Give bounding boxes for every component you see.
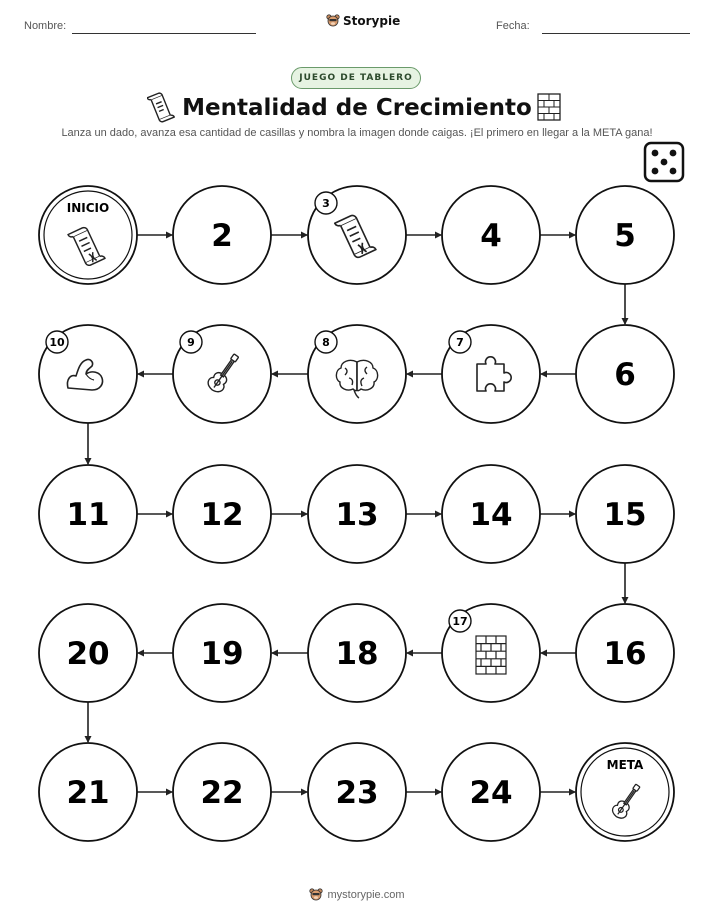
board-space[interactable] bbox=[442, 743, 540, 841]
board-space[interactable] bbox=[576, 465, 674, 563]
space-number-badge bbox=[449, 610, 471, 632]
board-space[interactable] bbox=[173, 743, 271, 841]
space-number: 17 bbox=[452, 615, 468, 628]
bear-mascot-icon bbox=[309, 887, 323, 903]
board-space[interactable] bbox=[39, 743, 137, 841]
space-number: 12 bbox=[200, 497, 244, 533]
board-space[interactable] bbox=[39, 465, 137, 563]
board-space[interactable] bbox=[308, 186, 406, 284]
board-space[interactable] bbox=[308, 743, 406, 841]
instructions: Lanza un dado, avanza esa cantidad de casillas y nombra la imagen donde caigas. ¡El primero en llegar a la META gana! bbox=[61, 127, 653, 139]
board-space[interactable] bbox=[308, 325, 406, 423]
space-number-badge bbox=[180, 331, 202, 353]
space-number: 16 bbox=[603, 636, 647, 672]
space-number: 11 bbox=[66, 497, 110, 533]
space-number-badge bbox=[315, 192, 337, 214]
board-space[interactable] bbox=[173, 465, 271, 563]
space-number: 19 bbox=[200, 636, 244, 672]
board-space[interactable] bbox=[39, 604, 137, 702]
board-space[interactable] bbox=[308, 604, 406, 702]
footer-url[interactable]: mystorypie.com bbox=[327, 889, 405, 901]
board-space[interactable] bbox=[576, 186, 674, 284]
name-label: Nombre: bbox=[24, 20, 67, 32]
space-number: 6 bbox=[614, 357, 636, 393]
page-title: Mentalidad de Crecimiento bbox=[182, 95, 532, 121]
space-number: 2 bbox=[211, 218, 233, 254]
board-space[interactable] bbox=[308, 465, 406, 563]
space-number-badge bbox=[315, 331, 337, 353]
brand-name: Storypie bbox=[343, 14, 401, 28]
board-space[interactable] bbox=[173, 186, 271, 284]
date-label: Fecha: bbox=[496, 20, 530, 32]
space-number-badge bbox=[46, 331, 68, 353]
start-label: INICIO bbox=[66, 201, 110, 215]
space-number: 7 bbox=[456, 336, 464, 349]
space-number: 10 bbox=[49, 336, 65, 349]
board-space[interactable] bbox=[442, 604, 540, 702]
footer bbox=[0, 887, 714, 903]
space-number: 8 bbox=[322, 336, 330, 349]
space-number: 20 bbox=[66, 636, 110, 672]
space-number: 24 bbox=[469, 775, 513, 811]
space-number: 15 bbox=[603, 497, 647, 533]
board-space[interactable] bbox=[576, 325, 674, 423]
space-number: 4 bbox=[480, 218, 502, 254]
board-space[interactable] bbox=[576, 743, 674, 841]
space-number: 5 bbox=[614, 218, 636, 254]
board-space[interactable] bbox=[576, 604, 674, 702]
space-number: 9 bbox=[187, 336, 195, 349]
space-number: 18 bbox=[335, 636, 379, 672]
space-number: 23 bbox=[335, 775, 379, 811]
board-space[interactable] bbox=[39, 325, 137, 423]
space-number: 3 bbox=[322, 197, 330, 210]
game-type-badge: JUEGO DE TABLERO bbox=[291, 67, 421, 89]
space-number-badge bbox=[449, 331, 471, 353]
board-space[interactable] bbox=[442, 465, 540, 563]
space-number: 22 bbox=[200, 775, 244, 811]
space-number: 21 bbox=[66, 775, 110, 811]
finish-label: META bbox=[606, 758, 644, 772]
space-number: 13 bbox=[335, 497, 379, 533]
space-number: 14 bbox=[469, 497, 513, 533]
brick-wall-icon bbox=[476, 636, 506, 674]
board-space[interactable] bbox=[39, 186, 137, 284]
board-space[interactable] bbox=[442, 186, 540, 284]
board-space[interactable] bbox=[173, 325, 271, 423]
board-space[interactable] bbox=[442, 325, 540, 423]
board-space[interactable] bbox=[173, 604, 271, 702]
